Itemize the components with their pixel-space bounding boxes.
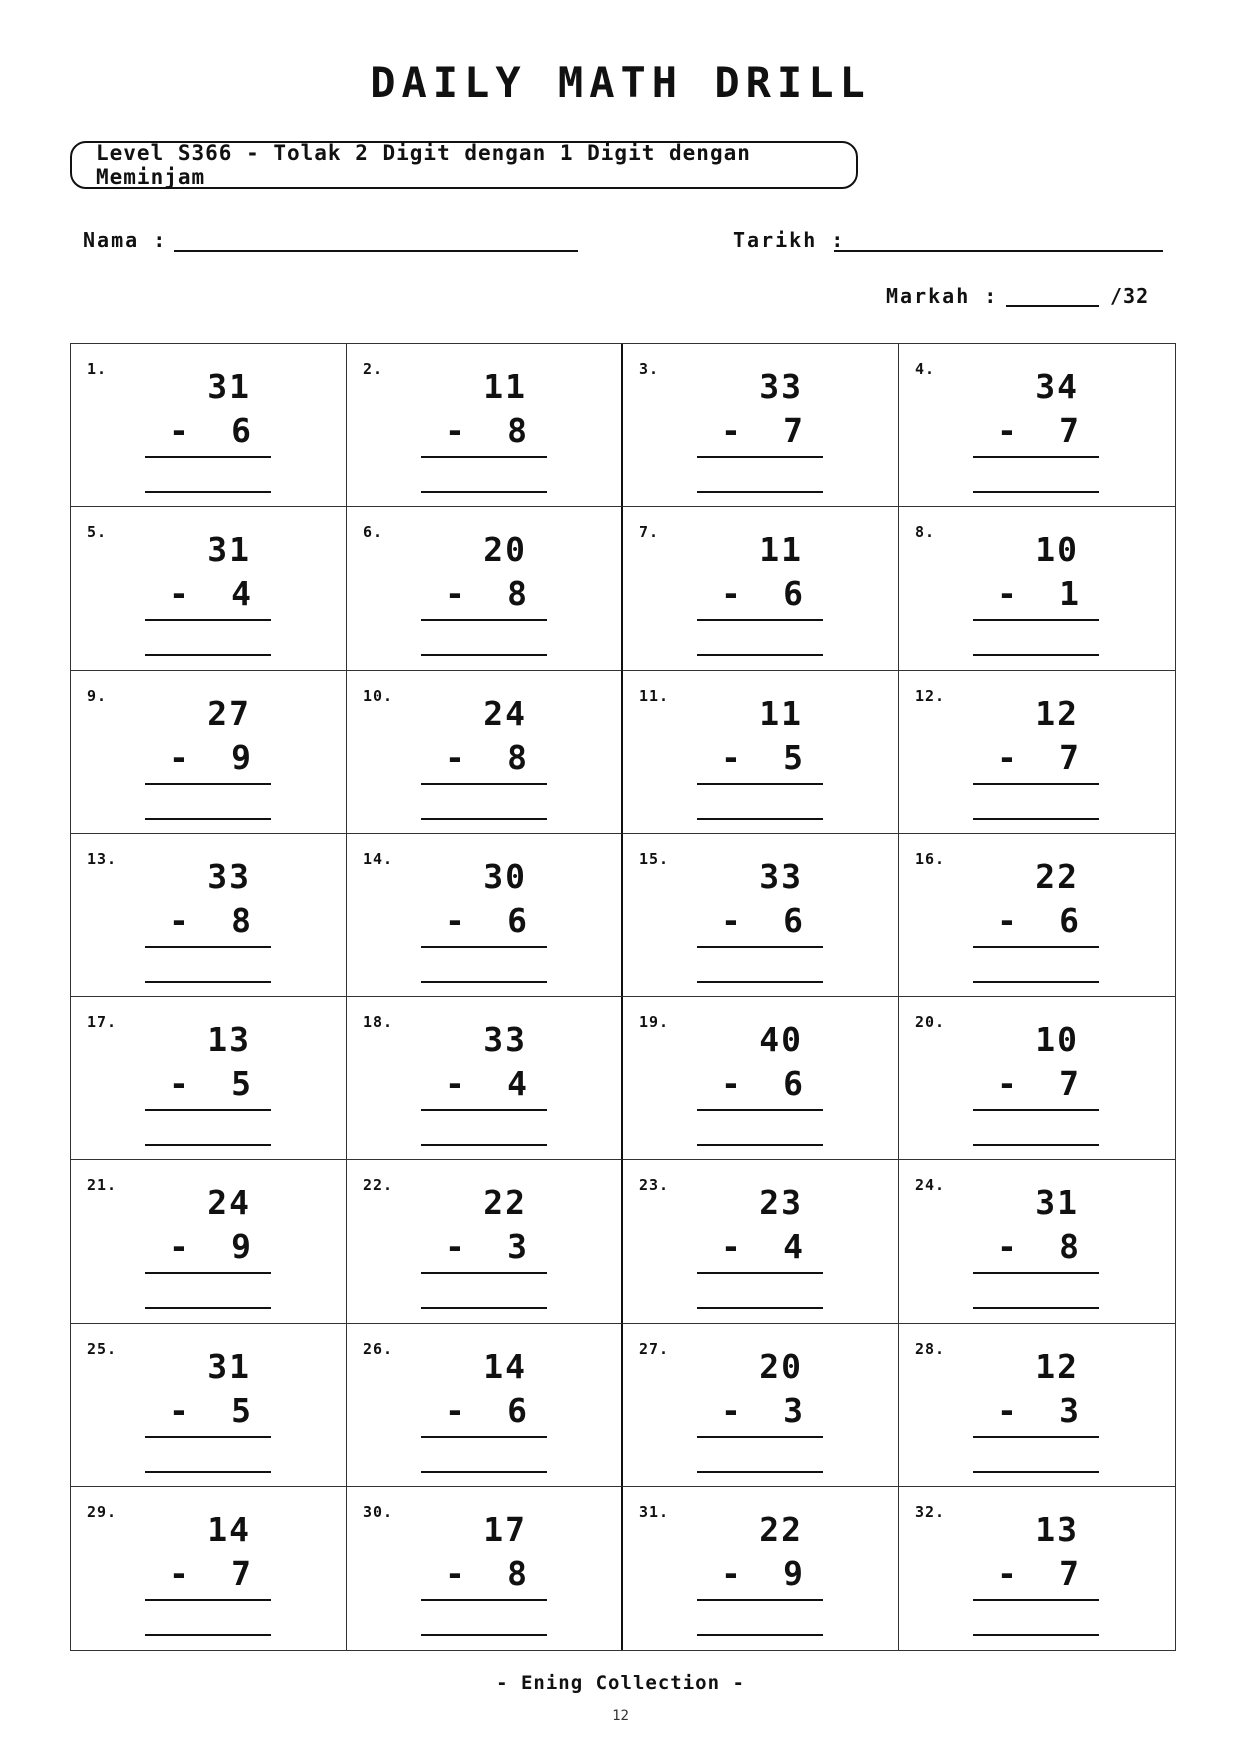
subtrahend-row xyxy=(141,411,267,451)
subtrahend-row xyxy=(693,411,819,451)
minus-sign: - xyxy=(721,411,741,450)
subtrahend: 6 xyxy=(507,900,527,940)
subtrahend-row xyxy=(141,1554,267,1594)
problem-rule xyxy=(973,619,1099,621)
problem-cell xyxy=(899,671,1175,834)
subtrahend-row xyxy=(969,1064,1095,1104)
minus-sign: - xyxy=(997,574,1017,614)
problem-rule xyxy=(145,619,271,621)
answer-line[interactable] xyxy=(973,1144,1099,1146)
answer-line[interactable] xyxy=(421,1634,547,1636)
minus-sign: - xyxy=(721,1227,741,1267)
problem-cell xyxy=(347,834,623,997)
minus-sign: - xyxy=(721,1390,741,1430)
minus-sign: - xyxy=(721,574,741,614)
minuend: 27 xyxy=(207,693,251,733)
minuend: 17 xyxy=(483,1509,527,1549)
answer-line[interactable] xyxy=(145,818,271,820)
answer-line[interactable] xyxy=(973,1307,1099,1309)
footer-credit: - Ening Collection - xyxy=(496,1672,745,1694)
subtrahend: 7 xyxy=(783,411,803,450)
problem-cell xyxy=(347,671,623,834)
problem-rule xyxy=(421,456,547,458)
problem-rule xyxy=(697,1599,823,1601)
subtrahend: 9 xyxy=(231,737,251,777)
problem-rule xyxy=(973,946,1099,948)
minus-sign: - xyxy=(445,1064,465,1103)
subtrahend: 3 xyxy=(1059,1390,1079,1430)
minus-sign: - xyxy=(997,1553,1017,1593)
answer-line[interactable] xyxy=(973,1471,1099,1473)
subtrahend: 8 xyxy=(507,411,527,450)
problem-number: 30. xyxy=(363,1502,394,1521)
problem-number: 8. xyxy=(915,523,936,542)
problem-cell xyxy=(71,1487,347,1650)
problem-rule xyxy=(697,619,823,621)
problem-cell xyxy=(899,834,1175,997)
problem-number: 19. xyxy=(639,1013,670,1031)
problem-number: 15. xyxy=(639,849,670,868)
subtrahend: 7 xyxy=(1059,1064,1079,1103)
minuend: 33 xyxy=(759,367,803,406)
minuend: 24 xyxy=(207,1183,251,1223)
problem-number: 24. xyxy=(915,1176,946,1195)
subtrahend: 5 xyxy=(783,737,803,777)
answer-line[interactable] xyxy=(973,491,1099,493)
subtrahend-row xyxy=(141,574,267,614)
minuend: 12 xyxy=(1035,693,1079,733)
problem-cell xyxy=(71,1160,347,1323)
problem-rule xyxy=(697,783,823,785)
subtrahend-row xyxy=(141,738,267,778)
minus-sign: - xyxy=(997,1064,1017,1103)
subtrahend-row xyxy=(141,1227,267,1267)
problem-rule xyxy=(145,1272,271,1274)
problem-number: 3. xyxy=(639,360,660,378)
problem-rule xyxy=(145,1599,271,1601)
subtrahend: 4 xyxy=(507,1064,527,1103)
problem-cell xyxy=(347,1160,623,1323)
minuend: 10 xyxy=(1035,1020,1079,1059)
problem-number: 28. xyxy=(915,1339,946,1358)
minus-sign: - xyxy=(997,737,1017,777)
minus-sign: - xyxy=(169,1553,189,1593)
subtrahend: 6 xyxy=(783,1064,803,1103)
answer-line[interactable] xyxy=(421,1307,547,1309)
subtrahend-row xyxy=(693,1554,819,1594)
subtrahend-row xyxy=(969,1391,1095,1431)
answer-line[interactable] xyxy=(697,654,823,656)
minuend: 20 xyxy=(759,1346,803,1386)
problem-rule xyxy=(421,619,547,621)
subtrahend: 7 xyxy=(231,1553,251,1593)
subtrahend: 1 xyxy=(1059,574,1079,614)
subtrahend-row xyxy=(693,738,819,778)
problem-rule xyxy=(145,1109,271,1111)
problem-number: 13. xyxy=(87,849,118,868)
answer-line[interactable] xyxy=(145,1144,271,1146)
answer-line[interactable] xyxy=(421,818,547,820)
minus-sign: - xyxy=(445,1553,465,1593)
subtrahend-row xyxy=(141,901,267,941)
minus-sign: - xyxy=(445,411,465,450)
problem-number: 6. xyxy=(363,523,384,542)
subtrahend: 7 xyxy=(1059,411,1079,450)
subtrahend-row xyxy=(969,738,1095,778)
problem-number: 12. xyxy=(915,686,946,705)
subtrahend-row xyxy=(969,1554,1095,1594)
minuend: 14 xyxy=(483,1346,527,1386)
answer-line[interactable] xyxy=(697,1634,823,1636)
minus-sign: - xyxy=(445,900,465,940)
answer-line[interactable] xyxy=(421,491,547,493)
subtrahend-row xyxy=(693,1227,819,1267)
subtrahend-row xyxy=(417,1554,543,1594)
answer-line[interactable] xyxy=(421,1471,547,1473)
problem-rule xyxy=(421,1109,547,1111)
problem-cell xyxy=(623,507,899,670)
problem-number: 31. xyxy=(639,1502,670,1521)
minus-sign: - xyxy=(169,411,189,450)
problem-cell xyxy=(347,997,623,1160)
answer-line[interactable] xyxy=(145,1634,271,1636)
subtrahend: 8 xyxy=(1059,1227,1079,1267)
subtrahend: 7 xyxy=(1059,1553,1079,1593)
problem-rule xyxy=(421,1599,547,1601)
subtrahend: 7 xyxy=(1059,737,1079,777)
score-field[interactable] xyxy=(1006,305,1099,307)
level-description: Level S366 - Tolak 2 Digit dengan 1 Digit dengan Meminjam xyxy=(96,141,751,189)
problem-number: 27. xyxy=(639,1339,670,1358)
problem-rule xyxy=(145,946,271,948)
subtrahend: 8 xyxy=(507,1553,527,1593)
problem-number: 10. xyxy=(363,686,394,705)
problem-cell xyxy=(71,1324,347,1487)
problem-cell xyxy=(347,344,623,507)
subtrahend: 4 xyxy=(231,574,251,614)
answer-line[interactable] xyxy=(145,981,271,983)
minuend: 12 xyxy=(1035,1346,1079,1386)
problem-rule xyxy=(421,783,547,785)
problem-cell xyxy=(899,507,1175,670)
answer-line[interactable] xyxy=(421,1144,547,1146)
minuend: 14 xyxy=(207,1509,251,1549)
problem-cell xyxy=(347,1324,623,1487)
subtrahend: 3 xyxy=(783,1390,803,1430)
problem-number: 17. xyxy=(87,1013,118,1031)
problem-cell xyxy=(71,671,347,834)
minus-sign: - xyxy=(997,900,1017,940)
answer-line[interactable] xyxy=(421,981,547,983)
problem-number: 2. xyxy=(363,360,384,378)
subtrahend: 8 xyxy=(231,900,251,940)
answer-line[interactable] xyxy=(145,491,271,493)
subtrahend-row xyxy=(417,411,543,451)
problem-rule xyxy=(973,1272,1099,1274)
minuend: 31 xyxy=(207,367,251,406)
problem-number: 5. xyxy=(87,523,108,542)
problem-rule xyxy=(145,456,271,458)
subtrahend: 5 xyxy=(231,1064,251,1103)
page-title: DAILY MATH DRILL xyxy=(370,58,871,107)
subtrahend-row xyxy=(417,738,543,778)
problem-cell xyxy=(623,834,899,997)
subtrahend: 6 xyxy=(783,574,803,614)
subtrahend-row xyxy=(969,574,1095,614)
subtrahend-row xyxy=(693,1064,819,1104)
answer-line[interactable] xyxy=(697,1144,823,1146)
problem-number: 18. xyxy=(363,1013,394,1031)
problem-rule xyxy=(145,1436,271,1438)
minus-sign: - xyxy=(169,574,189,614)
problem-number: 11. xyxy=(639,686,670,705)
minus-sign: - xyxy=(997,1227,1017,1267)
problem-number: 21. xyxy=(87,1176,118,1195)
minuend: 13 xyxy=(207,1020,251,1059)
problem-number: 7. xyxy=(639,523,660,542)
problem-number: 20. xyxy=(915,1013,946,1031)
problem-cell xyxy=(347,1487,623,1650)
problem-number: 4. xyxy=(915,360,936,378)
minuend: 22 xyxy=(483,1183,527,1223)
problem-number: 29. xyxy=(87,1502,118,1521)
problem-rule xyxy=(421,946,547,948)
subtrahend: 6 xyxy=(507,1390,527,1430)
subtrahend: 6 xyxy=(783,900,803,940)
minus-sign: - xyxy=(721,737,741,777)
problem-number: 14. xyxy=(363,849,394,868)
minuend: 40 xyxy=(759,1020,803,1059)
subtrahend: 3 xyxy=(507,1227,527,1267)
problem-cell xyxy=(623,344,899,507)
minus-sign: - xyxy=(445,574,465,614)
minuend: 22 xyxy=(759,1509,803,1549)
subtrahend: 6 xyxy=(231,411,251,450)
minus-sign: - xyxy=(445,1227,465,1267)
minus-sign: - xyxy=(169,1064,189,1103)
minuend: 31 xyxy=(207,1346,251,1386)
minuend: 11 xyxy=(759,693,803,733)
subtrahend: 6 xyxy=(1059,900,1079,940)
minus-sign: - xyxy=(721,1553,741,1593)
minuend: 23 xyxy=(759,1183,803,1223)
answer-line[interactable] xyxy=(973,1634,1099,1636)
answer-line[interactable] xyxy=(697,818,823,820)
problem-rule xyxy=(973,1109,1099,1111)
problem-cell xyxy=(623,1324,899,1487)
subtrahend-row xyxy=(969,901,1095,941)
minuend: 24 xyxy=(483,693,527,733)
problem-cell xyxy=(347,507,623,670)
subtrahend: 4 xyxy=(783,1227,803,1267)
problem-cell xyxy=(623,1160,899,1323)
subtrahend-row xyxy=(693,901,819,941)
subtrahend-row xyxy=(693,574,819,614)
subtrahend: 8 xyxy=(507,737,527,777)
problem-cell xyxy=(899,1487,1175,1650)
problem-number: 9. xyxy=(87,686,108,705)
minuend: 31 xyxy=(207,530,251,570)
problem-cell xyxy=(899,344,1175,507)
subtrahend-row xyxy=(417,901,543,941)
minus-sign: - xyxy=(169,1227,189,1267)
minus-sign: - xyxy=(169,900,189,940)
problem-cell xyxy=(899,997,1175,1160)
answer-line[interactable] xyxy=(697,491,823,493)
problem-rule xyxy=(973,783,1099,785)
problem-rule xyxy=(697,1109,823,1111)
problem-cell xyxy=(71,344,347,507)
problem-cell xyxy=(71,507,347,670)
problem-number: 23. xyxy=(639,1176,670,1195)
minus-sign: - xyxy=(169,1390,189,1430)
subtrahend: 9 xyxy=(783,1553,803,1593)
score-label: Markah : xyxy=(886,284,999,308)
subtrahend: 8 xyxy=(507,574,527,614)
problem-rule xyxy=(697,456,823,458)
minuend: 22 xyxy=(1035,856,1079,896)
subtrahend-row xyxy=(969,1227,1095,1267)
answer-line[interactable] xyxy=(145,654,271,656)
problem-number: 1. xyxy=(87,360,108,378)
minus-sign: - xyxy=(169,737,189,777)
problem-rule xyxy=(697,946,823,948)
subtrahend-row xyxy=(417,574,543,614)
minuend: 11 xyxy=(483,367,527,406)
answer-line[interactable] xyxy=(421,654,547,656)
problem-cell xyxy=(899,1160,1175,1323)
problem-number: 25. xyxy=(87,1339,118,1358)
answer-line[interactable] xyxy=(973,654,1099,656)
problem-number: 22. xyxy=(363,1176,394,1195)
minuend: 13 xyxy=(1035,1509,1079,1549)
subtrahend-row xyxy=(417,1064,543,1104)
subtrahend-row xyxy=(693,1391,819,1431)
problem-cell xyxy=(623,997,899,1160)
minuend: 33 xyxy=(483,1020,527,1059)
problem-cell xyxy=(623,671,899,834)
minus-sign: - xyxy=(445,737,465,777)
answer-line[interactable] xyxy=(697,1471,823,1473)
problem-rule xyxy=(697,1272,823,1274)
page-number: 12 xyxy=(612,1708,629,1724)
minus-sign: - xyxy=(445,1390,465,1430)
minus-sign: - xyxy=(997,1390,1017,1430)
date-field[interactable] xyxy=(834,250,1163,252)
answer-line[interactable] xyxy=(145,1471,271,1473)
minuend: 31 xyxy=(1035,1183,1079,1223)
problem-number: 26. xyxy=(363,1339,394,1358)
minuend: 10 xyxy=(1035,530,1079,570)
problem-cell xyxy=(71,997,347,1160)
subtrahend: 5 xyxy=(231,1390,251,1430)
name-field[interactable] xyxy=(174,250,578,252)
date-label: Tarikh : xyxy=(733,228,846,252)
problem-rule xyxy=(421,1436,547,1438)
subtrahend: 9 xyxy=(231,1227,251,1267)
minuend: 33 xyxy=(759,856,803,896)
problem-cell xyxy=(899,1324,1175,1487)
minuend: 11 xyxy=(759,530,803,570)
score-total: /32 xyxy=(1110,284,1150,308)
subtrahend-row xyxy=(969,411,1095,451)
problem-cell xyxy=(71,834,347,997)
problem-rule xyxy=(145,783,271,785)
minuend: 30 xyxy=(483,856,527,896)
subtrahend-row xyxy=(417,1227,543,1267)
answer-line[interactable] xyxy=(697,981,823,983)
subtrahend-row xyxy=(141,1391,267,1431)
subtrahend-row xyxy=(141,1064,267,1104)
problem-number: 32. xyxy=(915,1502,946,1521)
problem-number: 16. xyxy=(915,849,946,868)
problem-rule xyxy=(973,456,1099,458)
problem-cell xyxy=(623,1487,899,1650)
subtrahend-row xyxy=(417,1391,543,1431)
minus-sign: - xyxy=(997,411,1017,450)
problem-rule xyxy=(421,1272,547,1274)
minus-sign: - xyxy=(721,1064,741,1103)
answer-line[interactable] xyxy=(145,1307,271,1309)
name-label: Nama : xyxy=(83,228,168,252)
answer-line[interactable] xyxy=(697,1307,823,1309)
answer-line[interactable] xyxy=(973,981,1099,983)
problem-rule xyxy=(697,1436,823,1438)
problem-grid xyxy=(70,343,1176,1651)
minuend: 34 xyxy=(1035,367,1079,406)
answer-line[interactable] xyxy=(973,818,1099,820)
minus-sign: - xyxy=(721,900,741,940)
problem-rule xyxy=(973,1436,1099,1438)
minuend: 20 xyxy=(483,530,527,570)
problem-rule xyxy=(973,1599,1099,1601)
level-banner xyxy=(70,141,858,189)
minuend: 33 xyxy=(207,856,251,896)
